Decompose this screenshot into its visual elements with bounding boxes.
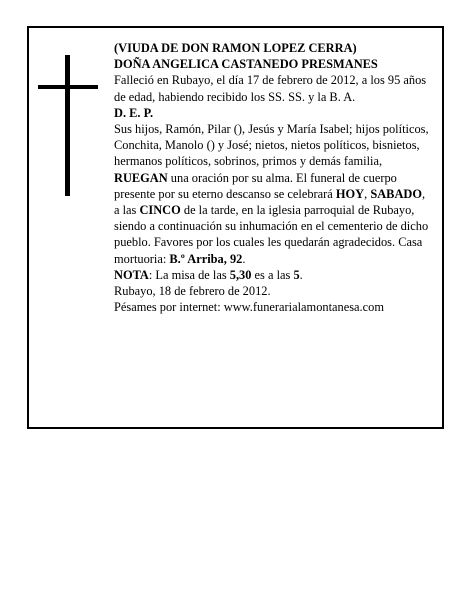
note-paragraph xyxy=(114,267,432,283)
cross-icon xyxy=(65,55,70,196)
nota-label: NOTA xyxy=(114,267,149,282)
widow-line: (VIUDA DE DON RAMON LOPEZ CERRA) xyxy=(114,41,357,55)
funeral-text-1: una oración por su alma. El funeral de cuerpo presente por su eterno descanso se celebrará xyxy=(114,170,397,201)
hoy-label: HOY xyxy=(335,186,365,201)
address: B.º Arriba, 92 xyxy=(169,251,243,266)
family-list: Sus hijos, Ramón, Pilar (), Jesús y María Isabel; hijos políticos, Conchita, Manolo () y José; nietos, nietos políticos, bisnietos, hermanos políticos, sobrinos, primos y demás familia, xyxy=(114,122,429,169)
dep-line: D. E. P. xyxy=(114,105,154,120)
obituary-text xyxy=(114,40,432,315)
death-details: Falleció en Rubayo, el día 17 de febrero de 2012, a los 95 años de edad, habiendo recibido los SS. SS. y la B. A. xyxy=(114,73,427,104)
cross-icon-bar xyxy=(38,85,98,89)
note-end: . xyxy=(299,267,303,282)
deceased-name: DOÑA ANGELICA CASTANEDO PRESMANES xyxy=(114,57,378,72)
funeral-sep: , xyxy=(364,186,371,201)
sabado-label: SABADO xyxy=(370,186,422,201)
funeral-text-3: de la tarde, en la iglesia parroquial de Rubayo, siendo a continuación su inhumación en el cementerio de dicho pueblo. Favores por los cuales les quedarán agradecidos. Casa mortuoria: xyxy=(114,203,429,266)
cinco-label: CINCO xyxy=(139,203,181,218)
note-text-1: : La misa de las xyxy=(148,267,230,282)
mass-time-old: 5,30 xyxy=(229,267,252,282)
funeral-paragraph xyxy=(114,170,432,267)
note-text-2: es a las xyxy=(251,267,294,282)
funeral-end: . xyxy=(242,251,246,266)
ruegan-label: RUEGAN xyxy=(114,170,168,185)
place-date: Rubayo, 18 de febrero de 2012. xyxy=(114,284,271,299)
funeral-text-2: , a las xyxy=(114,186,426,218)
condolences-line: Pésames por internet: www.funerarialamontanesa.com xyxy=(114,300,384,315)
mass-time-new: 5 xyxy=(293,267,300,282)
